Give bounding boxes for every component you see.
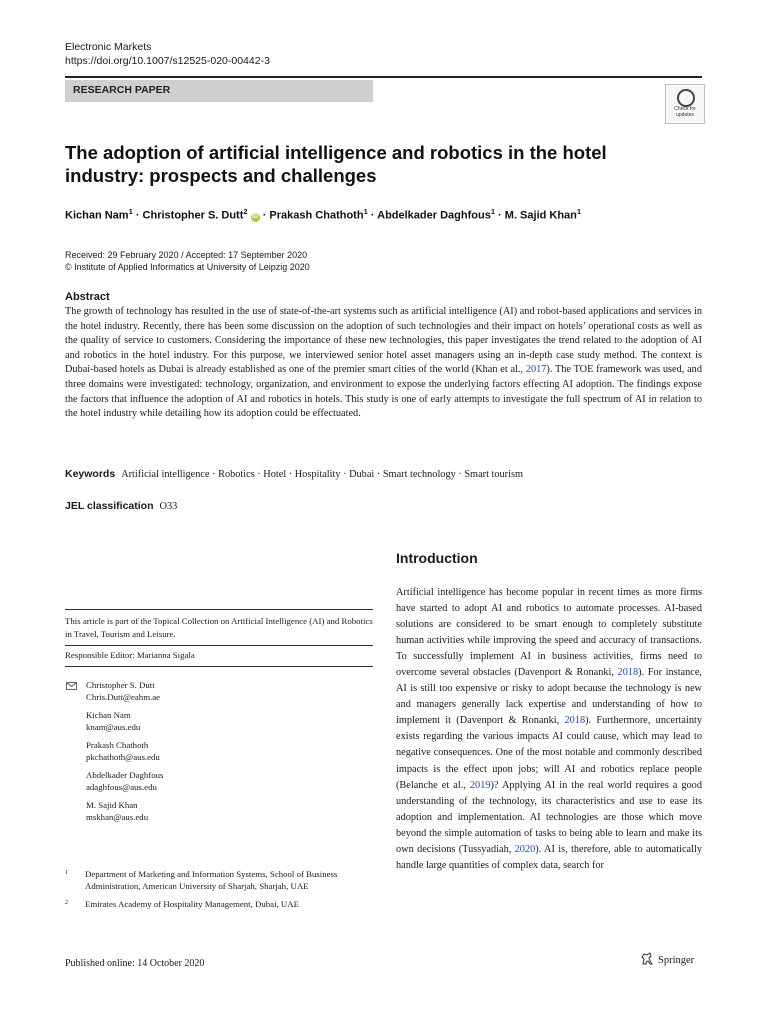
footnote-rule	[65, 645, 373, 646]
contact-entry	[65, 680, 373, 703]
abstract-part: The growth of technology has resulted in the use of state-of-the-art systems such as artificial intelligence (AI) and robot-based applications and services in the hotel industry. Recently, there has been some discussion on the adoption of such technologies and their impact on hotels’ operational costs as well as the quality of service to customers. Considering the importance of these new technologies, this paper investigates the trend related to the adoption of AI and robotics in the hotel industry. For this purpose, we interviewed senior hotel asset managers using an in-depth case study method. The context is Dubai-based hotels as Dubai is already established as one of the premier smart cities of the world (Khan et al.,	[65, 306, 702, 376]
citation-link[interactable]: 2019	[469, 779, 491, 791]
intro-part: ). Furthermore, uncertainty exists regarding the various impacts AI could cause, which may lead to negative consequences. One of the most notable and commonly described impacts is the effect upon jobs; will AI and robotics replace people (Belanche et al.,	[396, 715, 703, 791]
intro-part: ). AI is, therefore, able to automatically handle large quantities of complex data, search for	[396, 843, 702, 871]
introduction-text	[396, 585, 702, 874]
contact-entry	[65, 800, 373, 823]
author-separator: ·	[135, 209, 140, 222]
jel-code: O33	[159, 501, 178, 512]
topical-collection-note: This article is part of the Topical Collection on Artificial Intelligence (AI) and Robotics in Travel, Tourism and Leisure.	[65, 616, 373, 639]
author-separator: ·	[370, 209, 375, 222]
check-updates-label: Check for updates	[674, 106, 696, 118]
keywords-label: Keywords	[65, 468, 116, 480]
keywords-text: Artificial intelligence · Robotics · Hotel · Hospitality · Dubai · Smart technology · Smart tourism	[121, 469, 523, 480]
affiliation-list	[65, 868, 373, 916]
contact-entry	[65, 770, 373, 793]
publisher-logo	[640, 952, 694, 966]
check-for-updates-badge[interactable]	[665, 84, 705, 124]
contact-email[interactable]: knam@aus.edu	[86, 721, 141, 732]
author-name[interactable]: Kichan Nam	[65, 209, 129, 222]
footnote-rule	[65, 609, 373, 610]
author-affiliation: 1	[363, 207, 368, 216]
dates-block	[65, 249, 310, 273]
abstract-text	[65, 305, 702, 422]
doi-link[interactable]: https://doi.org/10.1007/s12525-020-00442-3	[65, 55, 270, 67]
contact-email[interactable]: Chris.Dutt@eahm.ae	[86, 691, 161, 702]
springer-horse-icon	[640, 952, 654, 966]
intro-part: )? Applying AI in the real world requires a good understanding of the technology, its characteristics and use to ease its adoption and implementation. AI technologies are those which move beyond the simple automation of tasks to being able to learn and make its own decisions (Tussyadiah,	[396, 779, 702, 855]
envelope-icon	[66, 682, 77, 690]
contact-name: Christopher S. Dutt	[86, 680, 155, 690]
affiliation-text: Department of Marketing and Information Systems, School of Business Administration, American University of Sharjah, Sharjah, UAE	[85, 869, 338, 891]
copyright-line: © Institute of Applied Informatics at University of Leipzig 2020	[65, 262, 310, 272]
contact-email[interactable]: mskhan@aus.edu	[86, 811, 149, 822]
contact-name: Abdelkader Daghfous	[86, 770, 164, 780]
abstract-heading: Abstract	[65, 291, 110, 303]
introduction-heading: Introduction	[396, 550, 478, 566]
article-title: The adoption of artificial intelligence and robotics in the hotel industry: prospects and challenges	[65, 142, 607, 186]
affiliation-text: Emirates Academy of Hospitality Management, Dubai, UAE	[85, 899, 300, 909]
contact-email[interactable]: pkchathoth@aus.edu	[86, 751, 160, 762]
contact-email[interactable]: adaghfous@aus.edu	[86, 781, 157, 792]
affiliation-number: 1	[65, 870, 68, 876]
abstract-part: ). The TOE framework was used, and three domains were investigated: technology, organization, and environment to expose the underlying factors effecting AI adoption. The findings expose the factors that influence the adoption of AI and robotics in hotels. This study is one of early attempts to investigate the full spectrum of AI in relation to the hotel industry while detailing how its adoption could be effectuated.	[65, 364, 702, 420]
published-online: Published online: 14 October 2020	[65, 958, 205, 969]
contact-name: Kichan Nam	[86, 710, 131, 720]
contact-list	[65, 680, 373, 830]
check-updates-icon	[677, 89, 695, 107]
journal-header	[65, 40, 270, 68]
footnote-rule	[65, 666, 373, 667]
article-type-bar	[65, 80, 373, 102]
author-separator: ·	[262, 209, 267, 222]
publisher-name: Springer	[658, 955, 695, 966]
article-type: RESEARCH PAPER	[73, 84, 171, 96]
author-affiliation: 1	[576, 207, 582, 216]
responsible-editor: Responsible Editor: Marianna Sigala	[65, 650, 195, 660]
contact-entry	[65, 740, 373, 763]
received-accepted: Received: 29 February 2020 / Accepted: 17 September 2020	[65, 250, 308, 260]
jel-line	[65, 500, 177, 512]
intro-part: Artificial intelligence has become popular in recent times as more firms have started to adopt AI and robotics to automate processes. AI-based solutions are considered to be smart enough to completely substitute human activities while improving the speed and accuracy of transactions. To successfully implement AI in business activities, firms need to overcome several obstacles (Davenport & Ronanki,	[396, 587, 702, 679]
citation-link[interactable]: 2018	[564, 715, 586, 727]
orcid-icon[interactable]: iD	[252, 213, 259, 220]
author-name[interactable]: M. Sajid Khan	[504, 209, 577, 222]
affiliation-entry	[65, 898, 373, 910]
intro-part: ). For instance, AI is still too expensive or risky to adopt because the technology is new and managers generally lack expertise and understanding of how to implement it (Davenport & Ronanki,	[396, 667, 702, 727]
author-affiliation: 1	[128, 207, 133, 216]
affiliation-number: 2	[65, 900, 68, 906]
header-rule	[65, 76, 702, 78]
citation-link[interactable]: 2018	[617, 667, 639, 679]
author-name[interactable]: Prakash Chathoth	[269, 209, 364, 222]
citation-link[interactable]: 2017	[525, 364, 547, 376]
affiliation-entry	[65, 868, 373, 892]
jel-label: JEL classification	[65, 500, 154, 512]
author-affiliation: 2	[243, 207, 248, 216]
author-affiliation: 1	[490, 207, 495, 216]
journal-name: Electronic Markets	[65, 41, 152, 53]
author-name[interactable]: Abdelkader Daghfous	[377, 209, 491, 222]
author-list	[65, 207, 705, 222]
contact-name: Prakash Chathoth	[86, 740, 149, 750]
contact-entry	[65, 710, 373, 733]
citation-link[interactable]: 2020	[514, 843, 536, 855]
author-name[interactable]: Christopher S. Dutt	[142, 209, 244, 222]
author-separator: ·	[498, 209, 502, 222]
keywords-line	[65, 468, 702, 480]
contact-name: M. Sajid Khan	[86, 800, 138, 810]
